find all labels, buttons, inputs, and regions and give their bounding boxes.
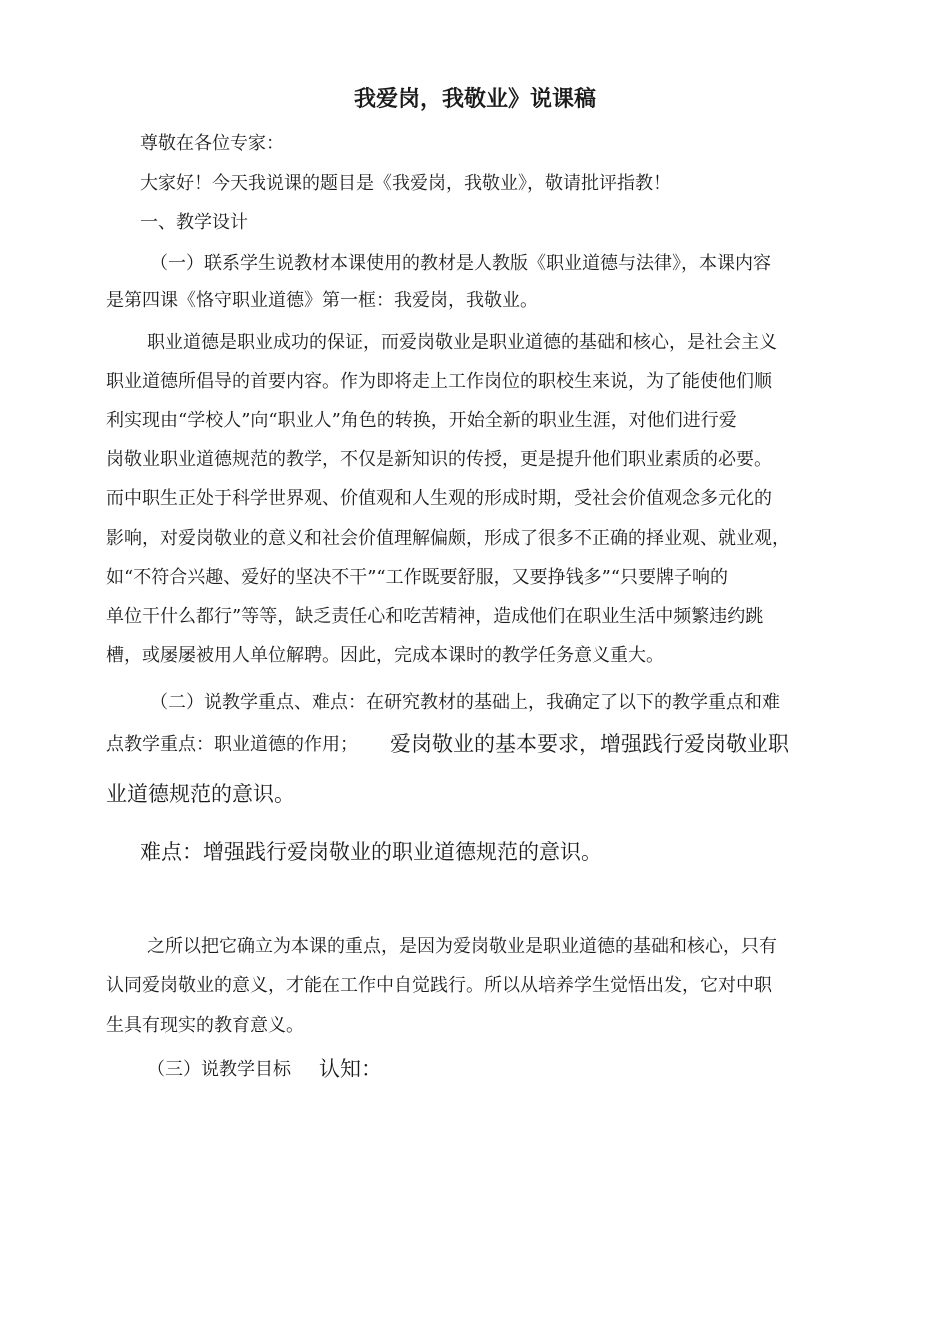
greeting: 大家好！今天我说课的题目是《我爱岗，我敬业》，敬请批评指教！ [140,173,671,194]
paragraph-line: 是第四课《恪守职业道德》第一框：我爱岗，我敬业。 [106,290,538,311]
paragraph-line: 而中职生正处于科学世界观、价值观和人生观的形成时期，受社会价值观念多元化的 [106,488,772,509]
paragraph-line: 之所以把它确立为本课的重点，是因为爱岗敬业是职业道德的基础和核心，只有 [147,936,777,957]
paragraph-line: 认同爱岗敬业的意义，才能在工作中自觉践行。所以从培养学生觉悟出发，它对中职 [106,975,772,996]
paragraph-line: 点教学重点：职业道德的作用； [106,734,358,755]
section-heading-objectives: （三）说教学目标 [147,1059,291,1080]
section-heading-teaching-design: 一、教学设计 [140,212,248,233]
paragraph-line: 利实现由“学校人”向“职业人”角色的转换，开始全新的职业生涯，对他们进行爱 [106,410,737,431]
paragraph-line: （二）说教学重点、难点：在研究教材的基础上，我确定了以下的教学重点和难 [150,692,780,713]
difficulty-line: 难点：增强践行爱岗敬业的职业道德规范的意识。 [140,840,602,864]
document-title: 我爱岗，我敬业》说课稿 [353,86,596,112]
paragraph-line: 职业道德所倡导的首要内容。作为即将走上工作岗位的职校生来说，为了能使他们顺 [106,371,772,392]
paragraph-line: 生具有现实的教育意义。 [106,1015,304,1036]
paragraph-line: 业道德规范的意识。 [106,782,295,806]
paragraph-line: 如“不符合兴趣、爱好的坚决不干”“工作既要舒服，又要挣钱多”“只要牌子响的 [106,567,729,588]
salutation: 尊敬在各位专家： [140,133,284,154]
objectives-cognition-label: 认知： [319,1057,382,1081]
paragraph-line: 岗敬业职业道德规范的教学，不仅是新知识的传授，更是提升他们职业素质的必要。 [106,449,772,470]
paragraph-line: 职业道德是职业成功的保证，而爱岗敬业是职业道德的基础和核心，是社会主义 [147,332,777,353]
paragraph-line: 单位干什么都行”等等，缺乏责任心和吃苦精神，造成他们在职业生活中频繁违约跳 [106,606,764,627]
paragraph-line: 爱岗敬业的基本要求，增强践行爱岗敬业职 [390,732,789,756]
paragraph-line: 槽，或屡屡被用人单位解聘。因此，完成本课时的教学任务意义重大。 [106,645,664,666]
paragraph-line: （一）联系学生说教材本课使用的教材是人教版《职业道德与法律》，本课内容 [150,253,771,274]
paragraph-line: 影响，对爱岗敬业的意义和社会价值理解偏颇，形成了很多不正确的择业观、就业观， [106,528,790,549]
